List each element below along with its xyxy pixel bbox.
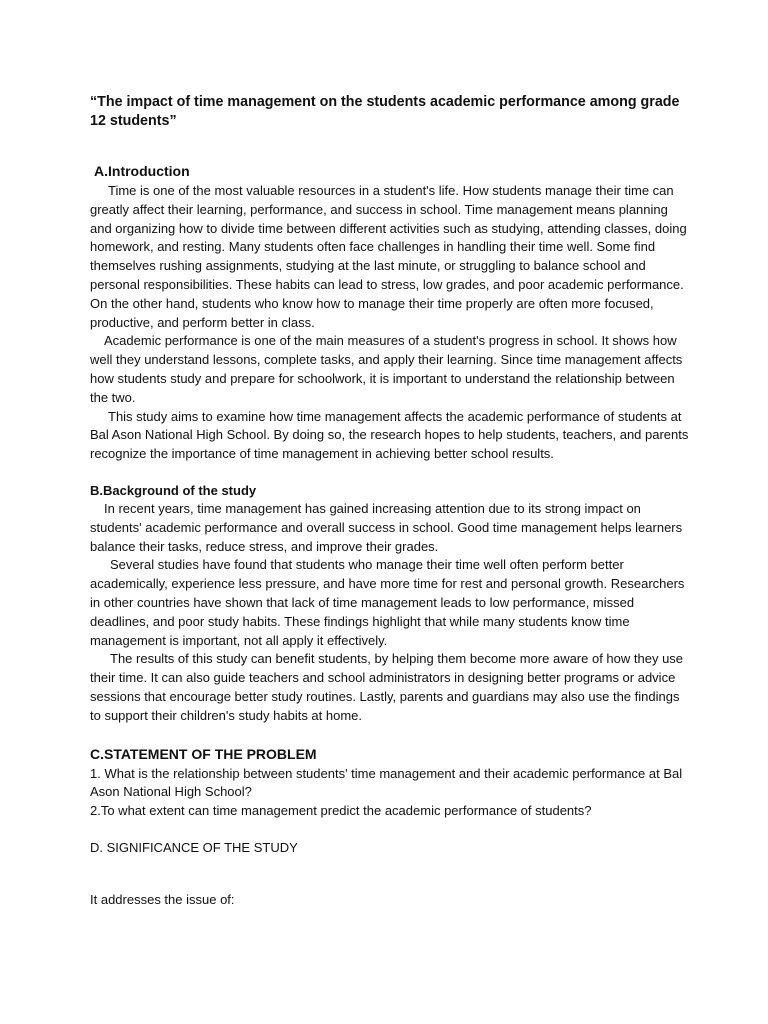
problem-item-2: 2.To what extent can time management predict the academic performance of students?	[90, 803, 592, 819]
heading-significance: D. SIGNIFICANCE OF THE STUDY	[90, 839, 298, 855]
intro-paragraph-3: This study aims to examine how time management affects the academic performance of students at Bal Ason National High School. By doing so, the research hopes to help students, teachers, and parents recognize the importance of time management in achieving better school results.	[90, 408, 689, 462]
background-paragraph-1: In recent years, time management has gained increasing attention due to its strong impact on students' academic performance and overall success in school. Good time management helps learners balance their tasks, reduce stress, and improve their grades.	[90, 500, 683, 554]
problem-item-1: 1. What is the relationship between students' time management and their academic performance at Bal Ason National High School?	[90, 765, 683, 800]
document-body	[90, 93, 690, 910]
background-paragraph-2: Several studies have found that students who manage their time well often perform better academically, experience less pressure, and have more time for rest and personal growth. Researchers in other countries have shown that lack of time management leads to low performance, missed deadlines, and poor study habits. These findings highlight that while many students know time management is important, not all apply it effectively.	[90, 557, 685, 648]
intro-paragraph-1: Time is one of the most valuable resources in a student's life. How students manage their time can greatly affect their learning, performance, and success in school. Time management means planning and organizing how to divide time between different activities such as studying, attending classes, doing homework, and resting. Many students often face challenges in handling their time well. Some find themselves rushing assignments, studying at the last minute, or struggling to balance school and personal responsibilities. These habits can lead to stress, low grades, and poor academic performance. On the other hand, students who know how to manage their time properly are often more focused, productive, and perform better in class.	[90, 183, 687, 330]
heading-background: B.Background of the study	[90, 482, 257, 498]
intro-paragraph-2: Academic performance is one of the main measures of a student's progress in school. It shows how well they understand lessons, complete tasks, and apply their learning. Since time management affects how students study and prepare for schoolwork, it is important to understand the relationship between the two.	[90, 333, 683, 405]
significance-text: It addresses the issue of:	[90, 891, 235, 907]
background-paragraph-3: The results of this study can benefit students, by helping them become more aware of how they use their time. It can also guide teachers and school administrators in designing better programs or advice sessions that encourage better study routines. Lastly, parents and guardians may also use the findings to support their children's study habits at home.	[90, 651, 684, 723]
heading-introduction: A.Introduction	[94, 163, 190, 179]
document-title: “The impact of time management on the students academic performance among grade 12 students”	[90, 94, 680, 129]
heading-problem: C.STATEMENT OF THE PROBLEM	[90, 745, 317, 762]
